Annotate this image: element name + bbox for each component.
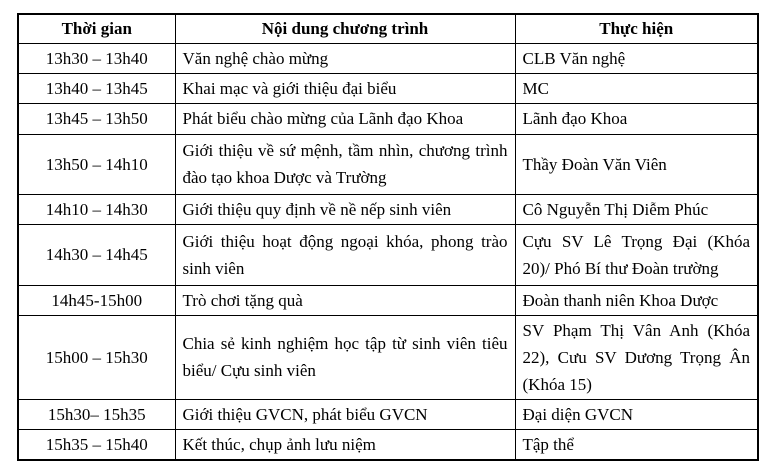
table-row (18, 134, 758, 194)
header-content: Nội dung chương trình (175, 14, 515, 43)
cell-performer: Thầy Đoàn Văn Viên (515, 134, 758, 194)
cell-content: Giới thiệu về sứ mệnh, tầm nhìn, chương trình đào tạo khoa Dược và Trường (175, 134, 515, 194)
cell-performer: Cựu SV Lê Trọng Đại (Khóa 20)/ Phó Bí thư Đoàn trường (515, 224, 758, 285)
table-row (18, 103, 758, 134)
table-row (18, 315, 758, 399)
cell-performer: Đại diện GVCN (515, 399, 758, 429)
table-row (18, 224, 758, 285)
cell-content: Văn nghệ chào mừng (175, 43, 515, 73)
cell-performer: SV Phạm Thị Vân Anh (Khóa 22), Cưu SV Dương Trọng Ân (Khóa 15) (515, 315, 758, 399)
cell-performer: Đoàn thanh niên Khoa Dược (515, 285, 758, 315)
table-header-row (18, 14, 758, 43)
cell-performer: Cô Nguyễn Thị Diễm Phúc (515, 194, 758, 224)
table-row (18, 399, 758, 429)
cell-time: 15h35 – 15h40 (18, 429, 175, 460)
cell-performer: MC (515, 73, 758, 103)
cell-content: Giới thiệu GVCN, phát biểu GVCN (175, 399, 515, 429)
cell-content: Khai mạc và giới thiệu đại biểu (175, 73, 515, 103)
cell-time: 15h30– 15h35 (18, 399, 175, 429)
cell-content: Kết thúc, chụp ảnh lưu niệm (175, 429, 515, 460)
table-row (18, 43, 758, 73)
cell-content: Giới thiệu hoạt động ngoại khóa, phong trào sinh viên (175, 224, 515, 285)
program-schedule-table (17, 13, 759, 461)
cell-content: Trò chơi tặng quà (175, 285, 515, 315)
cell-performer: Lãnh đạo Khoa (515, 103, 758, 134)
cell-time: 13h45 – 13h50 (18, 103, 175, 134)
cell-time: 14h30 – 14h45 (18, 224, 175, 285)
cell-time: 13h40 – 13h45 (18, 73, 175, 103)
table-row (18, 73, 758, 103)
cell-time: 13h30 – 13h40 (18, 43, 175, 73)
header-performer: Thực hiện (515, 14, 758, 43)
cell-time: 14h45-15h00 (18, 285, 175, 315)
cell-performer: Tập thể (515, 429, 758, 460)
cell-performer: CLB Văn nghệ (515, 43, 758, 73)
table-row (18, 285, 758, 315)
cell-time: 14h10 – 14h30 (18, 194, 175, 224)
table-row (18, 194, 758, 224)
cell-content: Giới thiệu quy định về nề nếp sinh viên (175, 194, 515, 224)
cell-content: Phát biểu chào mừng của Lãnh đạo Khoa (175, 103, 515, 134)
cell-content: Chia sẻ kinh nghiệm học tập từ sinh viên tiêu biểu/ Cựu sinh viên (175, 315, 515, 399)
header-time: Thời gian (18, 14, 175, 43)
table-row (18, 429, 758, 460)
cell-time: 13h50 – 14h10 (18, 134, 175, 194)
cell-time: 15h00 – 15h30 (18, 315, 175, 399)
